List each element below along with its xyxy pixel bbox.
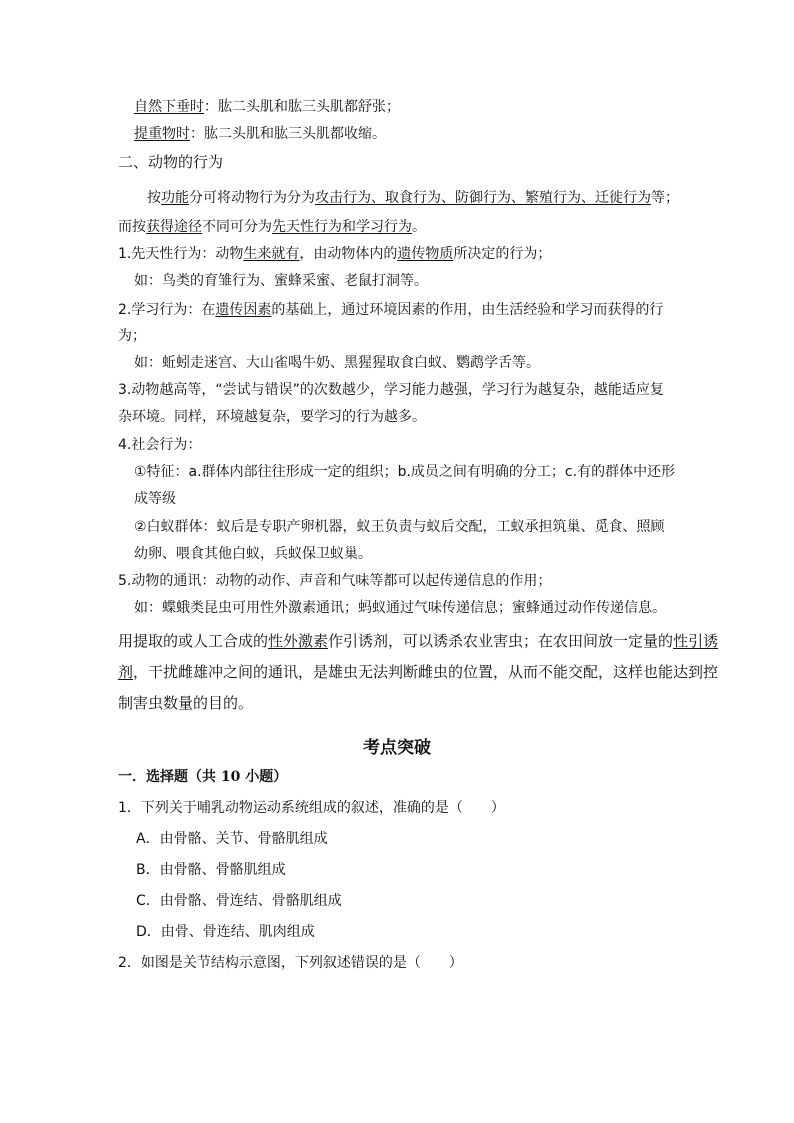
line-relax: 自然下垂时：肱二头肌和肱三头肌都舒张； [134, 99, 400, 115]
question-1-option-c[interactable]: C．由骨骼、骨连结、骨骼肌组成 [136, 893, 342, 909]
para-pheromone-cont: 剂，干扰雌雄冲之间的通讯，是雄虫无法判断雌虫的位置，从而不能交配，这样也能达到控 [118, 663, 719, 681]
question-1-option-a[interactable]: A．由骨骼、关节、骨骼肌组成 [136, 831, 328, 847]
item-termites-cont: 幼卵、喂食其他白蚁，兵蚁保卫蚁巢。 [134, 546, 372, 562]
para-function: 按功能分可将动物行为分为攻击行为、取食行为、防御行为、繁殖行为、迁徙行为等； [147, 190, 679, 206]
question-1-option-b[interactable]: B．由骨骼、骨骼肌组成 [136, 862, 286, 878]
question-1-option-d[interactable]: D．由骨、骨连结、肌肉组成 [136, 924, 315, 940]
item-communication: 5.动物的通讯：动物的动作、声音和气味等都可以起传递信息的作用； [118, 573, 552, 589]
item-learned: 2.学习行为：在遗传因素的基础上，通过环境因素的作用，由生活经验和学习而获得的行 [118, 302, 664, 318]
item-termites: ②白蚁群体：蚁后是专职产卵机器，蚁王负责与蚁后交配，工蚁承担筑巢、觅食、照顾 [134, 519, 665, 535]
item-social-features: ①特征：a.群体内部往往形成一定的组织；b.成员之间有明确的分工；c.有的群体中还形 [134, 464, 676, 480]
item-social-features-cont: 成等级 [134, 491, 176, 507]
para-acquisition: 而按获得途径不同可分为先天性行为和学习行为。 [118, 219, 426, 235]
question-1-stem: 1．下列关于哺乳动物运动系统组成的叙述，准确的是（ ） [118, 800, 505, 816]
item-innate: 1.先天性行为：动物生来就有，由动物体内的遗传物质所决定的行为； [118, 246, 552, 262]
question-2-stem: 2．如图是关节结构示意图，下列叙述错误的是（ ） [118, 955, 463, 971]
item-learned-cont: 为； [118, 328, 146, 344]
item-higher-animals: 3.动物越高等，“尝试与错误”的次数越少，学习能力越强，学习行为越复杂，越能适应复 [118, 382, 664, 398]
item-communication-example: 如：蝶蛾类昆虫可用性外激素通讯；蚂蚁通过气味传递信息；蜜蜂通过动作传递信息。 [134, 600, 666, 616]
item-higher-animals-cont: 杂环境。同样，环境越复杂，要学习的行为越多。 [118, 409, 426, 425]
item-social: 4.社会行为： [118, 437, 202, 453]
para-pheromone-end: 制害虫数量的目的。 [118, 694, 254, 712]
item-learned-example: 如：蚯蚓走迷宫、大山雀喝牛奶、黑猩猩取食白蚁、鹦鹉学舌等。 [134, 355, 540, 371]
item-innate-example: 如：鸟类的育雏行为、蜜蜂采蜜、老鼠打洞等。 [134, 273, 428, 289]
section-heading: 二、动物的行为 [118, 153, 224, 171]
para-pheromone: 用提取的或人工合成的性外激素作引诱剂，可以诱杀农业害虫；在农田间放一定量的性引诱 [118, 632, 719, 650]
part-heading: 一．选择题（共 10 小题） [118, 769, 288, 785]
line-lift: 提重物时：肱二头肌和肱三头肌都收缩。 [134, 126, 386, 142]
exam-title: 考点突破 [363, 738, 431, 758]
